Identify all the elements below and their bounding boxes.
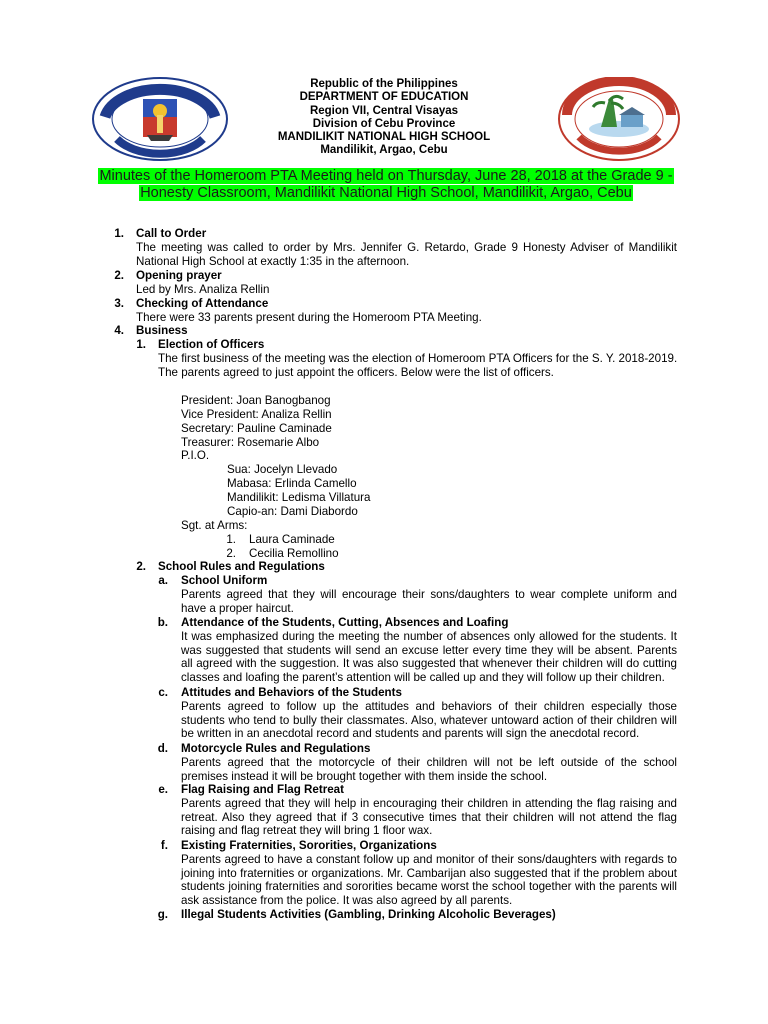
title-line-2: Honesty Classroom, Mandilikit National High School, Mandilikit, Argao, Cebu (140, 185, 632, 201)
rule-c-text: Parents agreed to follow up the attitudes and behaviors of their children especially those students who tend to bully their classmates. Also, whatever untoward action of their children will be written in an anecdotal record and students and parents will sign the anecdotal record. (181, 700, 677, 741)
rule-f-letter: f. (160, 839, 168, 852)
rule-c-letter: c. (158, 686, 168, 699)
pio-sua: Sua: Jocelyn Llevado (227, 463, 338, 476)
item-2-text: Led by Mrs. Analiza Rellin (136, 283, 270, 296)
title-line-1: Minutes of the Homeroom PTA Meeting held on Thursday, June 28, 2018 at the Grade 9 - (99, 168, 673, 184)
officer-vice-president: Vice President: Analiza Rellin (181, 408, 332, 421)
letterhead-line-2: DEPARTMENT OF EDUCATION (299, 91, 469, 104)
sgt-1-number: 1. (226, 533, 236, 546)
rule-f-heading: Existing Fraternities, Sororities, Organizations (181, 839, 437, 852)
rule-e-text: Parents agreed that they will help in encouraging their children in attending the flag raising and retreat. Also they agreed that if 3 consecutive times that their children will not attend the flag raising and flag retreat they will bring 1 floor wax. (181, 797, 677, 838)
item-2-heading: Opening prayer (136, 269, 222, 282)
minutes-title (96, 168, 676, 202)
election-text-2: The parents agreed to just appoint the officers. Below were the list of officers. (158, 366, 554, 379)
rule-a-heading: School Uniform (181, 574, 268, 587)
letterhead (230, 78, 538, 158)
rule-e-heading: Flag Raising and Flag Retreat (181, 783, 344, 796)
rule-d-heading: Motorcycle Rules and Regulations (181, 742, 371, 755)
election-text-1: The first business of the meeting was the election of Homeroom PTA Officers for the S. Y. 2018-2019. (158, 352, 678, 365)
item-3-number: 3. (114, 297, 124, 310)
item-4-number: 4. (114, 324, 124, 337)
rule-g-letter: g. (157, 908, 168, 921)
item-2-number: 2. (114, 269, 124, 282)
item-1-text: The meeting was called to order by Mrs. Jennifer G. Retardo, Grade 9 Honesty Adviser of Mandilikit National High School at exactly 1:35 in the afternoon. (136, 241, 677, 268)
rule-b-letter: b. (157, 616, 168, 629)
rules-heading: School Rules and Regulations (158, 560, 325, 573)
rule-f-text: Parents agreed to have a constant follow up and monitor of their sons/daughters with regards to joining into fraternities or organizations. Mr. Cambarijan also suggested that if the problem about students joining fraternities and sororities became worst the school together with the parents will ask assistance from the police. It was also agreed by all parents. (181, 853, 677, 908)
officer-pio-label: P.I.O. (181, 449, 210, 462)
deped-seal-logo (91, 77, 229, 161)
letterhead-line-6: Mandilikit, Argao, Cebu (320, 144, 448, 157)
sgt-at-arms-label: Sgt. at Arms: (181, 519, 248, 532)
letterhead-line-5: MANDILIKIT NATIONAL HIGH SCHOOL (277, 131, 491, 144)
election-heading: Election of Officers (158, 338, 265, 351)
rule-b-text: It was emphasized during the meeting the number of absences only allowed for the students. It was suggested that students will send an excuse letter every time they will be absent. Parents all agreed with the suggestion. It was also suggested that whenever their children will do cutting classes and loafing the parent’s attention will be called up and they will follow up their children. (181, 630, 677, 685)
sgt-1-name: Laura Caminade (249, 533, 335, 546)
item-1-number: 1. (114, 227, 124, 240)
rule-a-letter: a. (158, 574, 168, 587)
item-3-text: There were 33 parents present during the Homeroom PTA Meeting. (136, 311, 482, 324)
rule-c-heading: Attitudes and Behaviors of the Students (181, 686, 402, 699)
officer-secretary: Secretary: Pauline Caminade (181, 422, 332, 435)
election-number: 1. (136, 338, 146, 351)
rule-a-text: Parents agreed that they will encourage their sons/daughters to wear complete uniform and have a proper haircut. (181, 588, 677, 615)
officer-treasurer: Treasurer: Rosemarie Albo (181, 436, 320, 449)
letterhead-line-3: Region VII, Central Visayas (309, 104, 459, 117)
pio-mandilikit: Mandilikit: Ledisma Villatura (227, 491, 371, 504)
item-4-heading: Business (136, 324, 188, 337)
rule-d-text: Parents agreed that the motorcycle of their children will not be left outside of the school premises instead it will be brought together with them inside the school. (181, 756, 677, 783)
officer-president: President: Joan Banogbanog (181, 394, 331, 407)
rule-d-letter: d. (157, 742, 168, 755)
sgt-2-name: Cecilia Remollino (249, 547, 339, 560)
pio-mabasa: Mabasa: Erlinda Camello (227, 477, 357, 490)
letterhead-line-4: Division of Cebu Province (312, 117, 456, 130)
school-seal-logo (557, 77, 681, 161)
letterhead-line-1: Republic of the Philippines (310, 78, 458, 90)
item-1-heading: Call to Order (136, 227, 207, 240)
sgt-2-number: 2. (226, 547, 236, 560)
rule-e-letter: e. (158, 783, 168, 796)
item-3-heading: Checking of Attendance (136, 297, 269, 310)
pio-capio-an: Capio-an: Dami Diabordo (227, 505, 358, 518)
rules-number: 2. (136, 560, 146, 573)
rule-g-heading: Illegal Students Activities (Gambling, Drinking Alcoholic Beverages) (181, 908, 556, 921)
rule-b-heading: Attendance of the Students, Cutting, Absences and Loafing (181, 616, 509, 629)
